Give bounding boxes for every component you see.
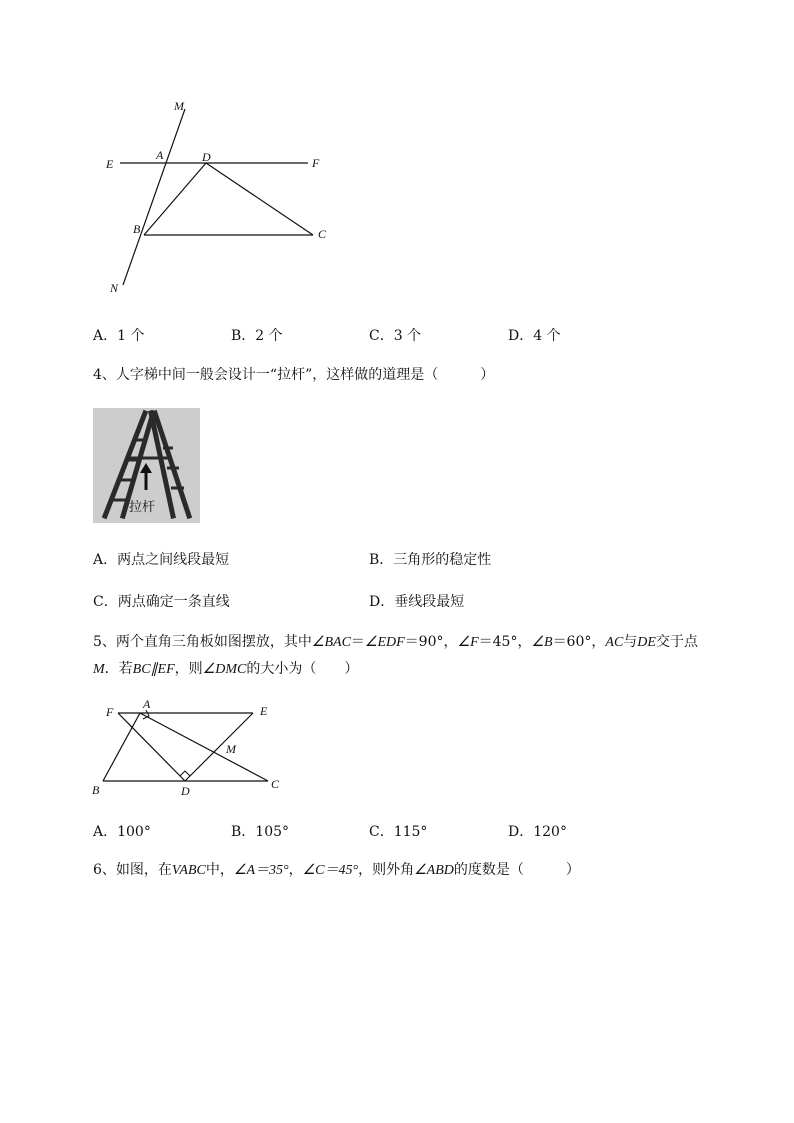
label-b: B: [133, 222, 141, 236]
q5-option-a[interactable]: A．100°: [93, 824, 151, 840]
label-f: F: [106, 705, 114, 719]
q4-options-row1: [93, 549, 753, 569]
q4-option-c[interactable]: C．两点确定一条直线: [93, 594, 230, 610]
q5-option-d[interactable]: D．120°: [508, 824, 567, 840]
label-m: M: [174, 99, 184, 113]
ladder-photo: [93, 408, 200, 523]
segment-ac: [140, 713, 268, 781]
label-c: C: [318, 227, 327, 241]
segment-fd: [118, 713, 185, 781]
question-4: 4、人字梯中间一般会设计一“拉杆”，这样做的道理是（ ）: [93, 367, 495, 383]
question-5: 5、两个直角三角板如图摆放，其中∠BAC＝∠EDF＝90°，∠F＝45°，∠B＝60°，AC与DE交于点 M．若BC∥EF，则∠DMC的大小为（ ）: [93, 634, 698, 677]
line-mn: [123, 109, 185, 285]
q5-option-c[interactable]: C．115°: [369, 824, 428, 840]
label-f: F: [312, 156, 320, 170]
q3-option-b[interactable]: B．2 个: [231, 328, 283, 344]
q3-options: [93, 325, 753, 345]
q5-option-b[interactable]: B．105°: [231, 824, 290, 840]
segment-dc: [206, 163, 313, 235]
segment-de: [185, 713, 253, 781]
q3-option-c[interactable]: C．3 个: [369, 328, 422, 344]
q3-option-d[interactable]: D．4 个: [508, 328, 561, 344]
q3-option-a[interactable]: A．1 个: [93, 328, 145, 344]
right-angle-d: [180, 771, 190, 776]
figure-parallel-lines: [100, 95, 340, 300]
label-b: B: [92, 783, 100, 797]
label-d: D: [181, 784, 190, 798]
q4-option-b[interactable]: B．三角形的稳定性: [369, 552, 492, 568]
ladder-caption: 拉杆: [129, 500, 156, 515]
label-e: E: [106, 157, 114, 171]
label-a: A: [143, 697, 151, 711]
segment-ab: [103, 713, 140, 781]
label-m: M: [226, 742, 236, 756]
label-d: D: [202, 150, 211, 164]
label-c: C: [271, 777, 280, 791]
q4-options-row2: [93, 591, 753, 611]
q5-options: [93, 821, 753, 841]
question-6: 6、如图，在VABC中，∠A＝35°，∠C＝45°，则外角∠ABD的度数是（ ）: [93, 862, 580, 878]
q4-option-a[interactable]: A．两点之间线段最短: [93, 552, 230, 568]
label-n: N: [110, 281, 119, 295]
label-e: E: [260, 704, 268, 718]
figure-triangle-boards: [88, 695, 293, 805]
label-a: A: [156, 148, 164, 162]
q4-option-d[interactable]: D．垂线段最短: [369, 594, 465, 610]
